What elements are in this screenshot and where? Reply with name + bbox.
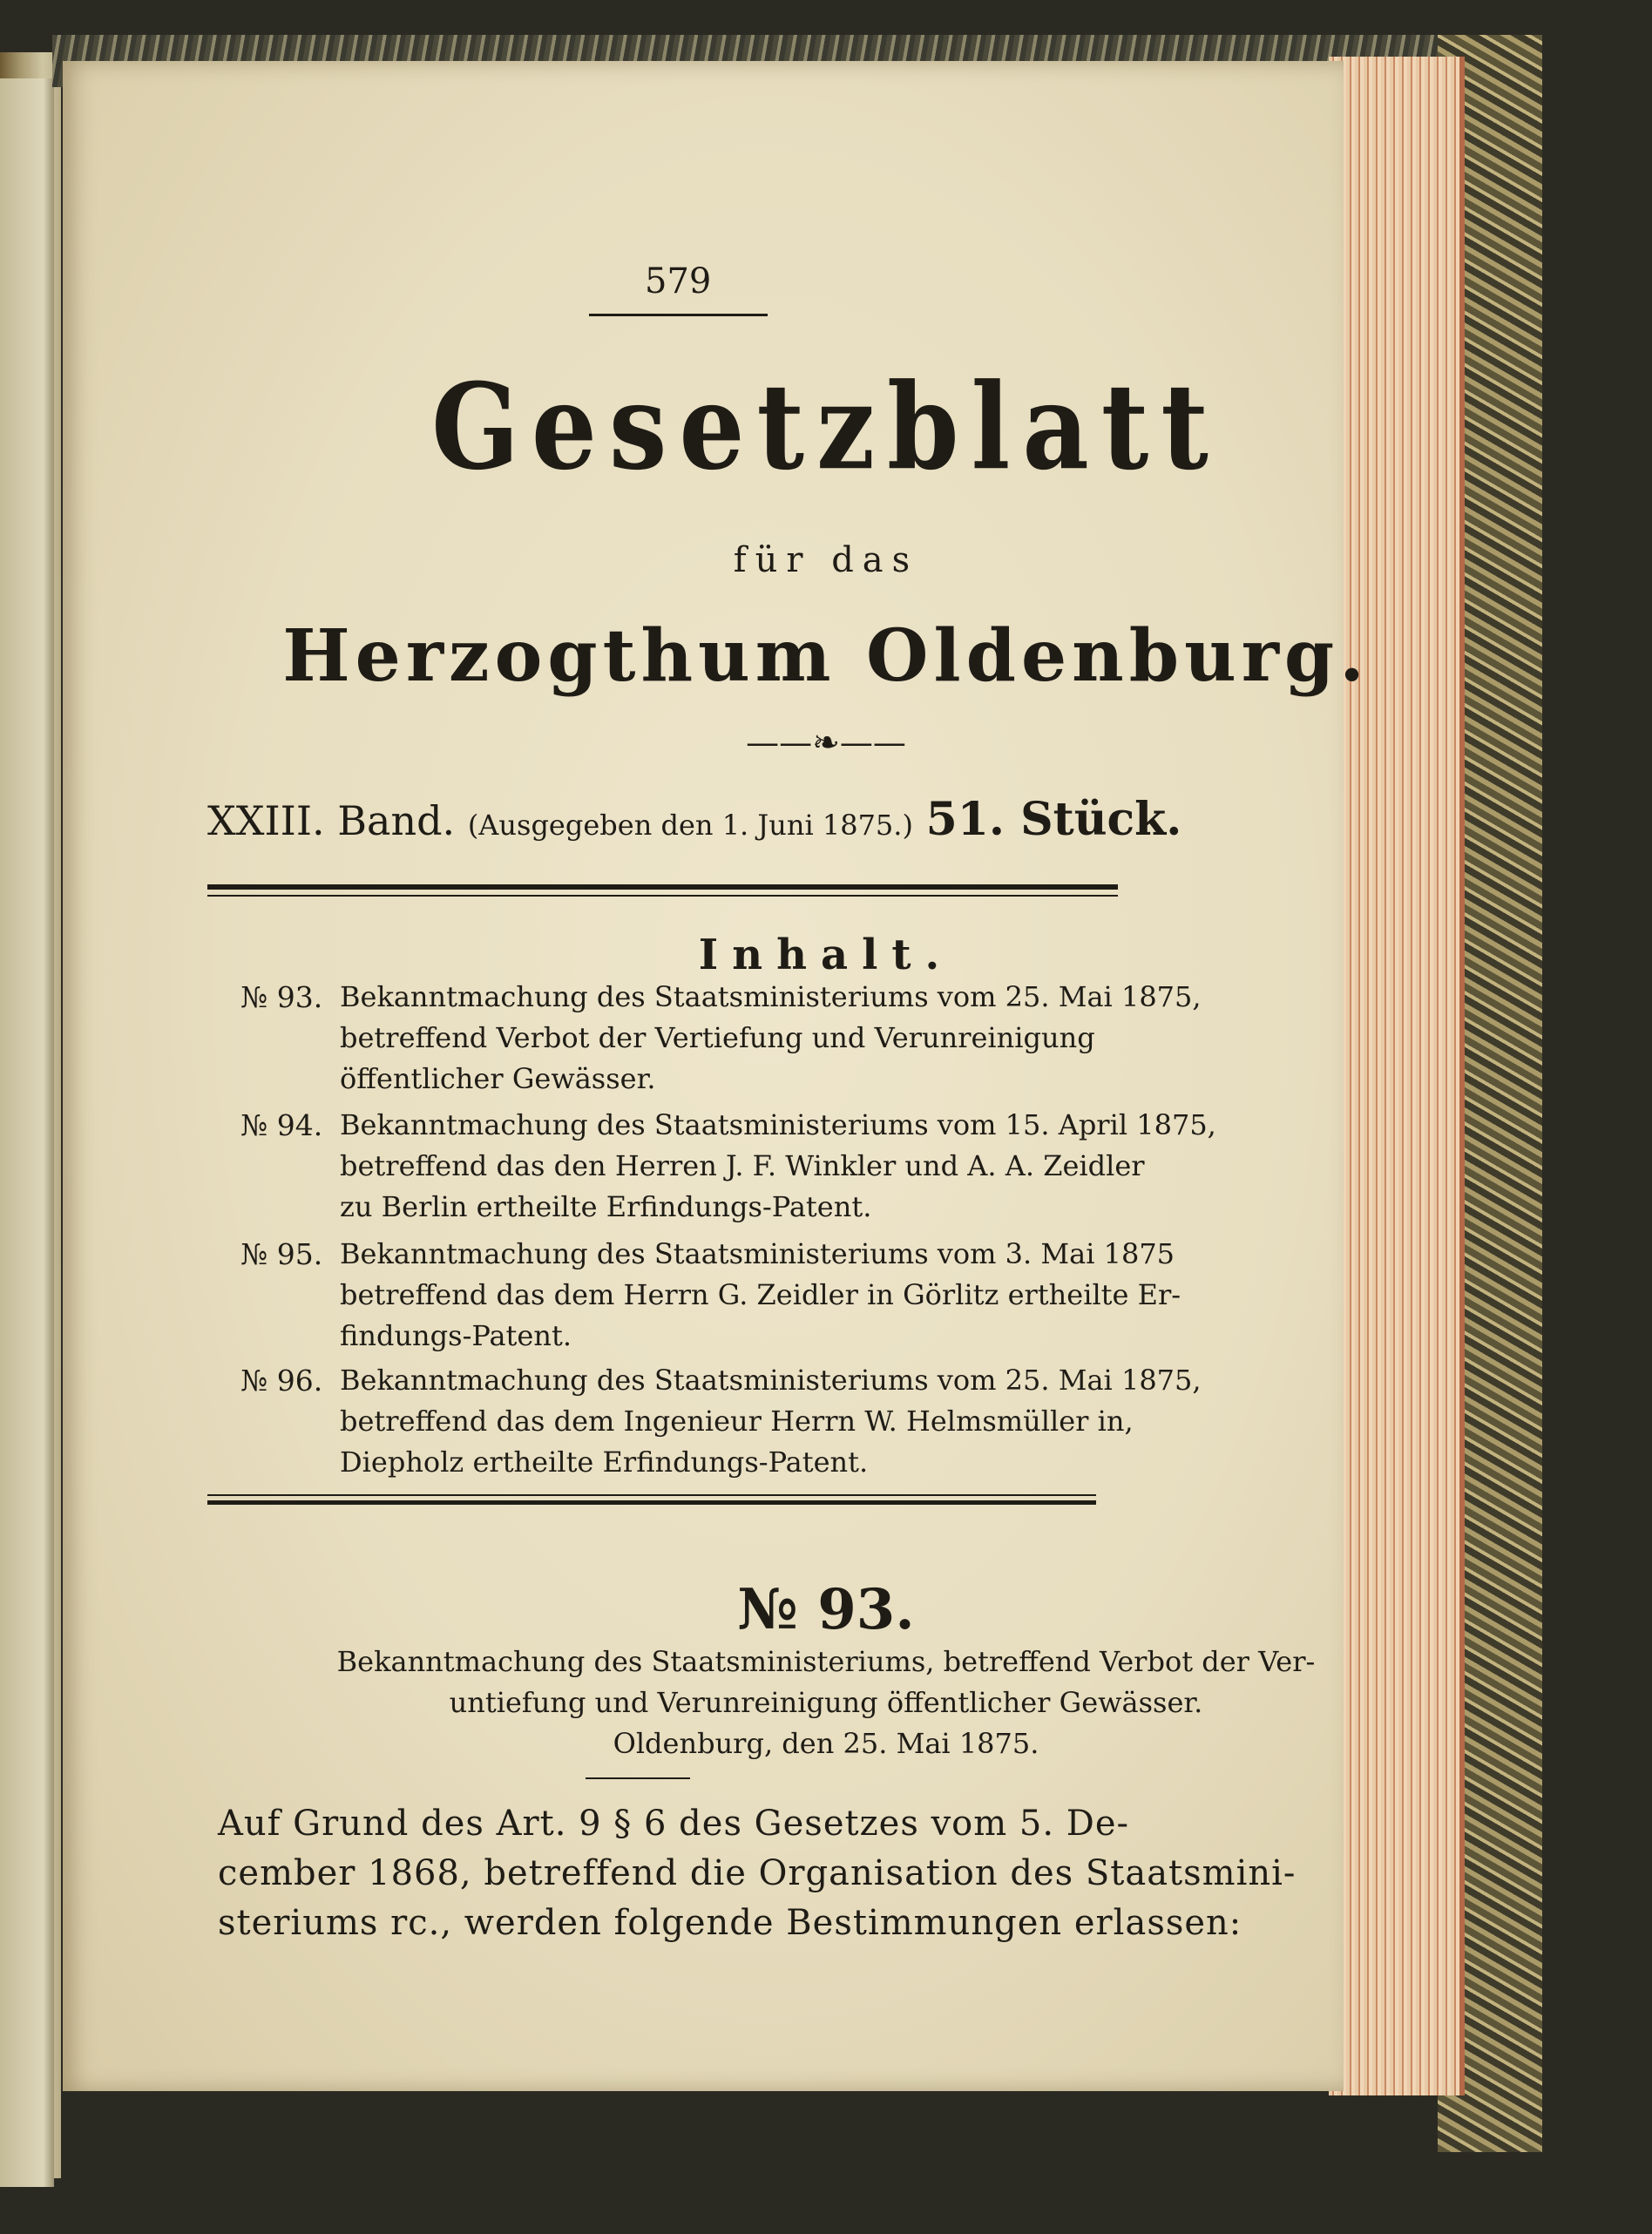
contents-entry-line: betreffend das dem Herrn G. Zeidler in Görlitz ertheilte Er-	[340, 1278, 1181, 1311]
contents-entry-line: betreffend das den Herren J. F. Winkler und A. A. Zeidler	[340, 1149, 1145, 1182]
contents-heading: Inhalt.	[698, 931, 954, 979]
page-number: 579	[645, 261, 712, 301]
contents-entry-line: betreffend Verbot der Vertiefung und Verunreinigung	[340, 1021, 1095, 1054]
body-text-line: cember 1868, betreffend die Organisation des Staatsmini-	[218, 1853, 1297, 1893]
body-text-line: steriums rc., werden folgende Bestimmungen erlassen:	[218, 1903, 1242, 1943]
masthead-subtitle: für das	[733, 540, 919, 580]
issue-number: 51. Stück.	[925, 793, 1182, 846]
issue-line	[207, 793, 1181, 846]
body-text-line: Auf Grund des Art. 9 § 6 des Gesetzes vom 5. De-	[218, 1804, 1130, 1844]
contents-double-rule-bottom	[207, 1500, 1096, 1505]
contents-entry-number: № 93.	[240, 980, 323, 1014]
section-title-line: Bekanntmachung des Staatsministeriums, betreffend Verbot der Ver-	[336, 1645, 1316, 1678]
contents-entry-number: № 94.	[240, 1108, 323, 1142]
masthead-territory: Herzogthum Oldenburg.	[282, 614, 1370, 698]
ornament-divider-icon: ——❧——	[746, 723, 906, 762]
masthead-title: Gesetzblatt	[431, 356, 1221, 497]
section-short-rule	[586, 1777, 690, 1779]
issue-date: (Ausgegeben den 1. Juni 1875.)	[467, 809, 913, 842]
section-title-line: untiefung und Verunreinigung öffentlicher Gewässer.	[449, 1686, 1203, 1719]
contents-entry-number: № 96.	[240, 1364, 323, 1398]
contents-entry-line: Diepholz ertheilte Erfindungs-Patent.	[340, 1445, 869, 1479]
contents-entry-line: Bekanntmachung des Staatsministeriums vom 25. Mai 1875,	[340, 980, 1202, 1013]
contents-double-rule-top	[207, 1494, 1096, 1496]
contents-entry-line: zu Berlin ertheilte Erfindungs-Patent.	[340, 1190, 872, 1223]
issue-double-rule-bottom	[207, 895, 1118, 897]
contents-entry-line: Bekanntmachung des Staatsministeriums vom 15. April 1875,	[340, 1108, 1216, 1141]
issue-double-rule-top	[207, 884, 1118, 890]
section-date-line: Oldenburg, den 25. Mai 1875.	[613, 1727, 1039, 1760]
contents-entry-line: öffentlicher Gewässer.	[340, 1062, 656, 1095]
contents-entry-number: № 95.	[240, 1237, 323, 1271]
contents-entry-line: findungs-Patent.	[340, 1319, 572, 1352]
section-heading: № 93.	[737, 1577, 915, 1642]
contents-entry-line: Bekanntmachung des Staatsministeriums vom 3. Mai 1875	[340, 1237, 1175, 1270]
issue-volume: XXIII. Band.	[207, 797, 456, 844]
contents-entry-line: Bekanntmachung des Staatsministeriums vom 25. Mai 1875,	[340, 1364, 1202, 1397]
contents-entry-line: betreffend das dem Ingenieur Herrn W. Helmsmüller in,	[340, 1405, 1134, 1438]
page-number-rule	[589, 314, 768, 316]
